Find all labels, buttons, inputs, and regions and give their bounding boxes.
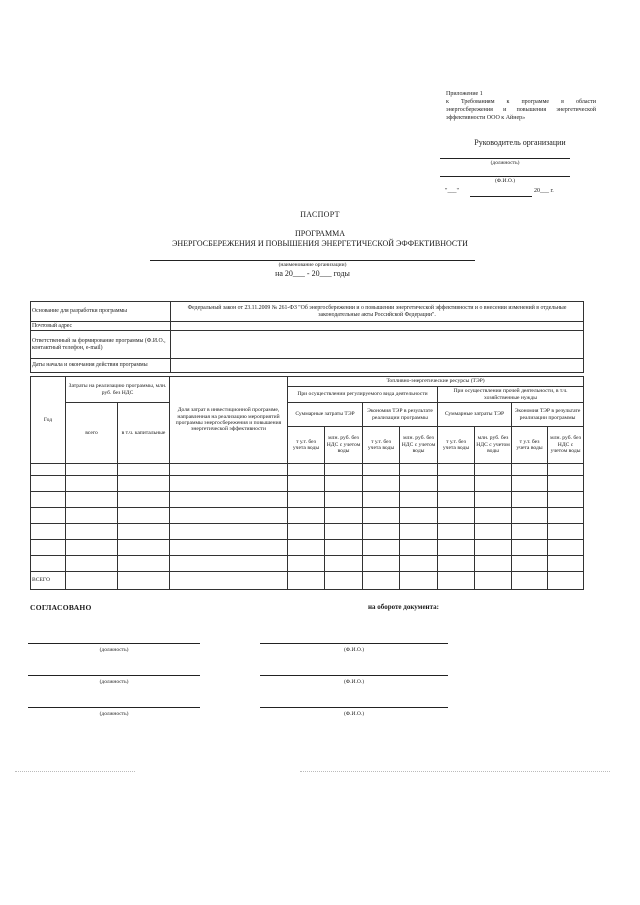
date-month-line[interactable] [470, 196, 532, 197]
dates-label: Даты начала и окончания действия программы [31, 359, 171, 373]
cell[interactable] [438, 540, 475, 556]
fio-caption-1: (Ф.И.О.) [343, 647, 365, 653]
cell[interactable] [548, 556, 584, 572]
total-costs-header: всего [66, 403, 118, 464]
position-signature-line[interactable] [440, 158, 570, 159]
cell[interactable] [475, 540, 512, 556]
cell[interactable] [512, 540, 548, 556]
cell[interactable] [438, 524, 475, 540]
cell[interactable] [288, 556, 325, 572]
cell[interactable] [475, 556, 512, 572]
oth-savings-rub-header: млн. руб. без НДС с учетом воды [548, 427, 584, 464]
cell[interactable] [438, 508, 475, 524]
cell[interactable] [548, 524, 584, 540]
table-row [31, 508, 584, 524]
cell[interactable] [66, 464, 118, 476]
basis-value[interactable]: Федеральный закон от 23.11.2009 № 261-ФЗ "Об энергосбережении и о повышении энергетической эффективности и о внесении изменений в отдельные законодательные акты Российской Федерации". [171, 302, 584, 322]
cell[interactable] [512, 464, 548, 476]
scan-artifact-left [15, 771, 135, 772]
cell[interactable] [548, 540, 584, 556]
appendix-note [446, 90, 596, 122]
cell[interactable] [400, 508, 438, 524]
cell[interactable] [170, 476, 288, 492]
cell[interactable] [325, 476, 363, 492]
cell[interactable] [288, 476, 325, 492]
cell[interactable] [66, 524, 118, 540]
fio-caption: (Ф.И.О.) [494, 178, 516, 184]
agreed-heading: СОГЛАСОВАНО [30, 603, 92, 612]
regulated-ter-savings-header: Экономия ТЭР в результате реализации программы [363, 403, 438, 427]
program-years: на 20___ - 20___ годы [275, 269, 350, 278]
cell[interactable] [363, 572, 400, 590]
program-subtitle: ЭНЕРГОСБЕРЕЖЕНИЯ И ПОВЫШЕНИЯ ЭНЕРГЕТИЧЕСКОЙ ЭФФЕКТИВНОСТИ [172, 239, 468, 248]
address-label: Почтовый адрес [31, 322, 171, 331]
cell[interactable] [363, 540, 400, 556]
year-header: Год [31, 377, 66, 464]
other-ter-savings-header: Экономия ТЭР в результате реализации программы [512, 403, 584, 427]
cell[interactable] [170, 572, 288, 590]
date-year-field[interactable]: 20___ г. [534, 188, 554, 194]
cell[interactable] [288, 464, 325, 476]
cell[interactable] [31, 556, 66, 572]
share-header: Доля затрат в инвестиционной программе, направленная на реализацию мероприятий программы энергосбережения и повышения энергетической эффективности [170, 377, 288, 464]
cell[interactable] [170, 556, 288, 572]
cell[interactable] [438, 492, 475, 508]
cell[interactable] [66, 492, 118, 508]
program-costs-table [30, 376, 584, 590]
scan-artifact-right [300, 771, 610, 772]
cell[interactable] [512, 556, 548, 572]
cell[interactable] [118, 464, 170, 476]
cell[interactable] [66, 508, 118, 524]
reg-total-tut-header: т у.т. без учета воды [288, 427, 325, 464]
appendix-line-2: к Требованиям к программе в области [446, 99, 596, 105]
regulated-activity-header: При осуществлении регулируемого вида деятельности [288, 387, 438, 403]
cell[interactable] [118, 492, 170, 508]
signature-fio-line-1[interactable] [260, 643, 448, 644]
regulated-total-ter-header: Суммарные затраты ТЭР [288, 403, 363, 427]
position-caption-1: (должность) [99, 647, 129, 653]
table-row [31, 556, 584, 572]
cell[interactable] [363, 556, 400, 572]
cell[interactable] [363, 508, 400, 524]
cell[interactable] [363, 464, 400, 476]
cell[interactable] [170, 492, 288, 508]
fio-signature-line[interactable] [440, 176, 570, 177]
cell[interactable] [400, 476, 438, 492]
signature-fio-line-2[interactable] [260, 675, 448, 676]
table-row [31, 540, 584, 556]
cell[interactable] [170, 524, 288, 540]
passport-title: ПАСПОРТ [300, 210, 340, 219]
cell[interactable] [31, 476, 66, 492]
cell[interactable] [288, 508, 325, 524]
cell[interactable] [438, 556, 475, 572]
cell[interactable] [325, 572, 363, 590]
cell[interactable] [288, 524, 325, 540]
program-title: ПРОГРАММА [295, 229, 345, 238]
cell[interactable] [325, 540, 363, 556]
cell[interactable] [512, 524, 548, 540]
cell[interactable] [170, 464, 288, 476]
cell[interactable] [288, 572, 325, 590]
appendix-line-4: эффективности ООО к Айнер» [446, 115, 526, 121]
signature-position-line-3[interactable] [28, 707, 200, 708]
other-total-ter-header: Суммарные затраты ТЭР [438, 403, 512, 427]
cell[interactable] [118, 476, 170, 492]
address-value[interactable] [171, 322, 584, 331]
cell[interactable] [325, 464, 363, 476]
cell[interactable] [512, 476, 548, 492]
cell[interactable] [31, 508, 66, 524]
cell[interactable] [400, 572, 438, 590]
total-row [31, 572, 584, 590]
cell[interactable] [475, 508, 512, 524]
cell[interactable] [438, 476, 475, 492]
cell[interactable] [66, 540, 118, 556]
info-row-responsible [31, 331, 584, 359]
costs-header: Затраты на реализацию программы, млн. руб. без НДС [66, 377, 170, 403]
cell[interactable] [31, 540, 66, 556]
cell[interactable] [512, 492, 548, 508]
cell[interactable] [438, 572, 475, 590]
cell[interactable] [170, 540, 288, 556]
cell[interactable] [400, 492, 438, 508]
cell[interactable] [170, 508, 288, 524]
cell[interactable] [512, 572, 548, 590]
oth-total-tut-header: т у.т. без учета воды [438, 427, 475, 464]
appendix-line-3: энергосбережения и повышения энергетической [446, 107, 596, 113]
cell[interactable] [118, 540, 170, 556]
cell[interactable] [288, 492, 325, 508]
cell[interactable] [363, 524, 400, 540]
position-caption: (должность) [490, 160, 520, 166]
cell[interactable] [548, 508, 584, 524]
table-row [31, 492, 584, 508]
cell[interactable] [548, 492, 584, 508]
fio-caption-2: (Ф.И.О.) [343, 679, 365, 685]
program-info-table [30, 301, 584, 373]
signature-position-line-1[interactable] [28, 643, 200, 644]
cell[interactable] [548, 464, 584, 476]
cell[interactable] [66, 556, 118, 572]
head-of-organization-label: Руководитель организации [474, 138, 566, 147]
cell[interactable] [31, 492, 66, 508]
info-row-dates [31, 359, 584, 373]
cell[interactable] [66, 572, 118, 590]
dates-value[interactable] [171, 359, 584, 373]
appendix-line-1: Приложение 1 [446, 91, 483, 97]
capital-costs-header: в т.ч. капитальные [118, 403, 170, 464]
cell[interactable] [438, 464, 475, 476]
basis-label: Основание для разработки программы [31, 302, 171, 322]
cell[interactable] [66, 476, 118, 492]
other-activity-header: При осуществлении прочей деятельности, в т.ч. хозяйственные нужды [438, 387, 584, 403]
cell[interactable] [118, 556, 170, 572]
table-row [31, 464, 584, 476]
header-row-3 [31, 403, 584, 427]
signature-fio-line-3[interactable] [260, 707, 448, 708]
fuel-resources-header: Топливно-энергетические ресурсы (ТЭР) [288, 377, 584, 387]
cell[interactable] [31, 464, 66, 476]
organization-caption: (наименование организации) [278, 262, 347, 268]
table-row [31, 524, 584, 540]
position-caption-3: (должность) [99, 711, 129, 717]
cell[interactable] [475, 464, 512, 476]
grand-total-label: ВСЕГО [31, 572, 66, 590]
organization-name-line[interactable] [150, 260, 475, 261]
cell[interactable] [288, 540, 325, 556]
cell[interactable] [512, 508, 548, 524]
cell[interactable] [548, 476, 584, 492]
cell[interactable] [548, 572, 584, 590]
cell[interactable] [475, 572, 512, 590]
cell[interactable] [400, 464, 438, 476]
responsible-label: Ответственный за формирование программы (Ф.И.О., контактный телефон, e-mail) [31, 331, 171, 359]
oth-savings-tut-header: т у.т. без учета воды [512, 427, 548, 464]
cell[interactable] [475, 524, 512, 540]
reg-total-rub-header: млн. руб. без НДС с учетом воды [325, 427, 363, 464]
info-row-address [31, 322, 584, 331]
cell[interactable] [400, 540, 438, 556]
cell[interactable] [363, 476, 400, 492]
cell[interactable] [363, 492, 400, 508]
cell[interactable] [475, 476, 512, 492]
cell[interactable] [31, 524, 66, 540]
position-caption-2: (должность) [99, 679, 129, 685]
reg-savings-rub-header: млн. руб. без НДС с учетом воды [400, 427, 438, 464]
fio-caption-3: (Ф.И.О.) [343, 711, 365, 717]
date-day-field[interactable]: "___" [445, 188, 459, 194]
cell[interactable] [325, 524, 363, 540]
cell[interactable] [400, 524, 438, 540]
cell[interactable] [400, 556, 438, 572]
oth-total-rub-header: млн. руб. без НДС с учетом воды [475, 427, 512, 464]
cell[interactable] [118, 524, 170, 540]
cell[interactable] [325, 508, 363, 524]
cell[interactable] [118, 572, 170, 590]
info-row-basis [31, 302, 584, 322]
cell[interactable] [475, 492, 512, 508]
responsible-value[interactable] [171, 331, 584, 359]
reg-savings-tut-header: т у.т. без учета воды [363, 427, 400, 464]
table-row [31, 476, 584, 492]
reverse-side-note: на обороте документа: [368, 603, 439, 611]
cell[interactable] [325, 556, 363, 572]
cell[interactable] [325, 492, 363, 508]
header-row-1 [31, 377, 584, 387]
cell[interactable] [118, 508, 170, 524]
signature-position-line-2[interactable] [28, 675, 200, 676]
